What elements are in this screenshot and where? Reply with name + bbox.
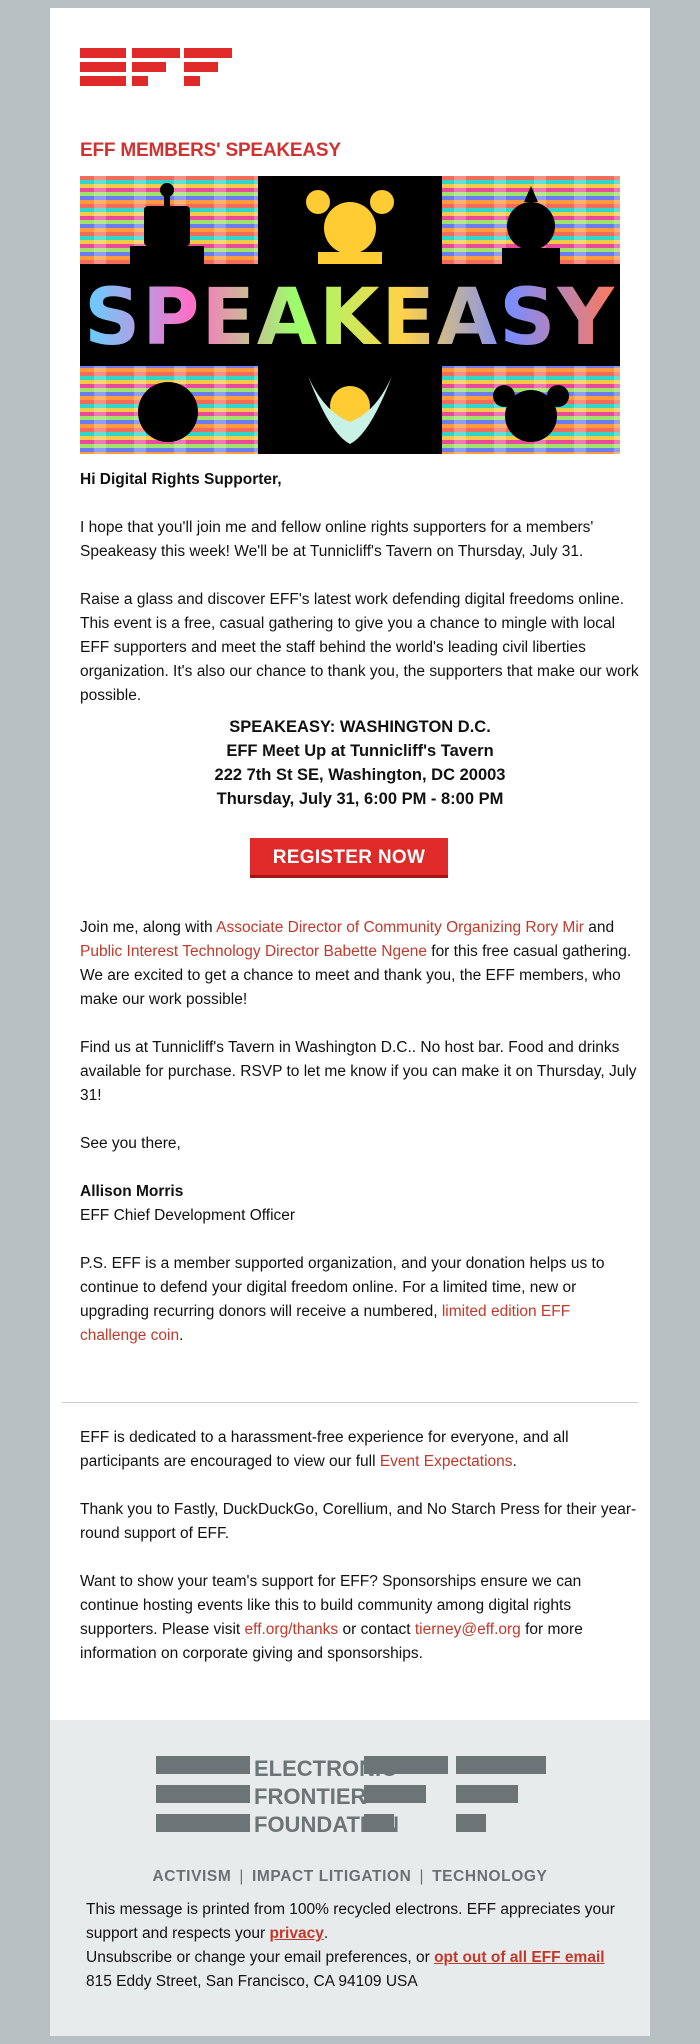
footer-logo-line-2: FRONTIER [254,1784,367,1809]
event-details [80,715,640,811]
rory-mir-link[interactable]: Associate Director of Community Organizing Rory Mir [216,919,584,936]
event-datetime: Thursday, July 31, 6:00 PM - 8:00 PM [216,790,504,808]
footer-tags: ACTIVISM | IMPACT LITIGATION | TECHNOLOGY [152,1868,548,1885]
tag-activism[interactable]: ACTIVISM [152,1868,232,1885]
signature-role: EFF Chief Development Officer [80,1207,296,1224]
privacy-link[interactable]: privacy [269,1925,324,1942]
tag-impact-litigation[interactable]: IMPACT LITIGATION [252,1868,412,1885]
babette-ngene-link[interactable]: Public Interest Technology Director Babette Ngene [80,943,427,960]
ps-paragraph: P.S. EFF is a member supported organization, and your donation helps us to continue to defend your digital freedom online. For a limited time, new or upgrading recurring donors will receive a numbered, limited edition EFF challenge coin. [80,1255,605,1344]
tag-technology[interactable]: TECHNOLOGY [432,1868,548,1885]
event-address: 222 7th St SE, Washington, DC 20003 [214,766,506,784]
footer-logo-line-1: ELECTRONIC [254,1756,397,1781]
join-paragraph: Join me, along with Associate Director of Community Organizing Rory Mir and Public Interest Technology Director Babette Ngene for this free casual gathering. We are excited to get a chance to meet and thank you, the EFF members, who make our work possible! [80,919,632,1008]
harassment-paragraph: EFF is dedicated to a harassment-free experience for everyone, and all participants are encouraged to view our full Event Expectations. [80,1429,569,1470]
mailing-address: 815 Eddy Street, San Francisco, CA 94109 USA [86,1973,418,1990]
opt-out-link[interactable]: opt out of all EFF email [434,1949,605,1966]
electrons-notice: This message is printed from 100% recycled electrons. EFF appreciates your support and respects your privacy. [86,1901,615,1942]
footer [50,1720,650,2036]
speakeasy-banner-image[interactable] [80,176,620,454]
eff-logo[interactable] [80,48,232,86]
thanks-paragraph: Thank you to Fastly, DuckDuckGo, Corellium, and No Starch Press for their year-round support of EFF. [80,1501,637,1542]
tierney-email-link[interactable]: tierney@eff.org [414,1621,521,1638]
footer-text [86,1898,626,1994]
divider [62,1402,638,1403]
find-us-paragraph: Find us at Tunnicliff's Tavern in Washington D.C.. No host bar. Food and drinks available for purchase. RSVP to let me know if you can make it on Thursday, July 31! [80,1039,637,1104]
event-title: SPEAKEASY: WASHINGTON D.C. [229,718,491,736]
banner-word: SPEAKEASY [84,273,616,363]
event-venue: EFF Meet Up at Tunnicliff's Tavern [226,742,494,760]
signature-name: Allison Morris [80,1183,184,1200]
register-now-button[interactable]: REGISTER NOW [250,838,448,878]
email-card [50,8,650,2036]
unsubscribe-notice: Unsubscribe or change your email preferences, or opt out of all EFF email [86,1949,605,1966]
eff-thanks-link[interactable]: eff.org/thanks [244,1621,339,1638]
challenge-coin-link[interactable]: limited edition EFF challenge coin [80,1303,571,1344]
sponsor-paragraph: Want to show your team's support for EFF? Sponsorships ensure we can continue hosting events like this to build community among digital rights supporters. Please visit eff.org/thanks or contact tierney@eff.org for more information on corporate giving and sponsorships. [80,1573,583,1662]
sign-off: See you there, [80,1135,181,1152]
page-title: EFF MEMBERS' SPEAKEASY [80,140,341,161]
event-description: Raise a glass and discover EFF's latest work defending digital freedoms online. This event is a free, casual gathering to give you a chance to mingle with local EFF supporters and meet the staff behind the world's leading civil liberties organization. It's also our chance to thank you, the supporters that make our work possible. [80,591,639,704]
eff-footer-logo[interactable] [156,1756,546,1832]
greeting: Hi Digital Rights Supporter, [80,471,282,488]
footer-logo-line-3: FOUNDATION [254,1812,400,1832]
intro-paragraph: I hope that you'll join me and fellow online rights supporters for a members' Speakeasy this week! We'll be at Tunnicliff's Tavern on Thursday, July 31. [80,519,594,560]
event-expectations-link[interactable]: Event Expectations [379,1453,513,1470]
